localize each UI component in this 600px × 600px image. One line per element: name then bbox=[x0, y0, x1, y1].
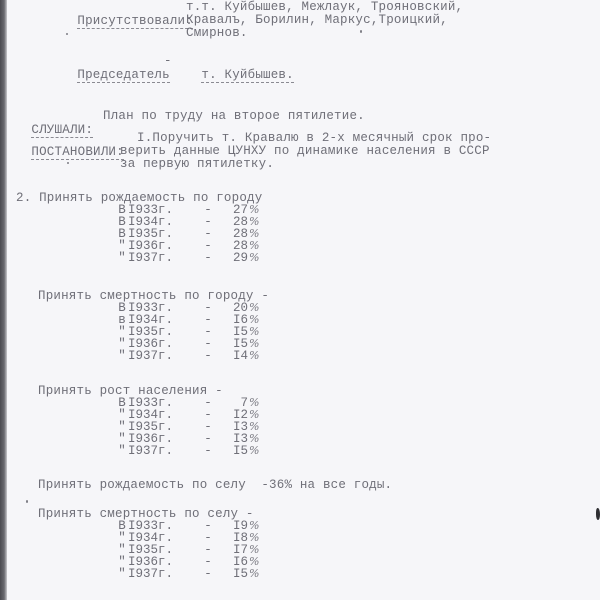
row-prefix: В bbox=[118, 396, 126, 410]
row-year: I936г. bbox=[128, 239, 174, 253]
row-prefix: " bbox=[118, 543, 126, 557]
page-binding-edge bbox=[0, 0, 7, 600]
percent-mark: % bbox=[249, 227, 260, 240]
row-dash: - bbox=[204, 567, 212, 581]
row-value: I6 bbox=[232, 555, 248, 569]
row-year: I935г. bbox=[128, 325, 174, 339]
row-dash: - bbox=[204, 337, 212, 351]
row-value: I6 bbox=[232, 313, 248, 327]
row-dash: - bbox=[204, 215, 212, 229]
row-dash: - bbox=[204, 349, 212, 363]
attendance-names-line-1: т.т. Куйбышев, Межлаук, Трояновский, bbox=[186, 0, 464, 14]
row-value: I7 bbox=[232, 543, 248, 557]
row-value: I5 bbox=[232, 567, 248, 581]
chairman-name-text: т. Куйбышев. bbox=[201, 68, 294, 82]
row-value: 29 bbox=[232, 251, 248, 265]
row-dash: - bbox=[204, 543, 212, 557]
row-dash: - bbox=[204, 227, 212, 241]
row-dash: - bbox=[204, 432, 212, 446]
row-value: I3 bbox=[232, 432, 248, 446]
row-year: I933г. bbox=[128, 203, 174, 217]
table-row bbox=[116, 252, 259, 264]
row-year: I936г. bbox=[128, 432, 174, 446]
chairman-name bbox=[186, 54, 294, 82]
row-value: 28 bbox=[232, 227, 248, 241]
resolved-label-text: ПОСТАНОВИЛИ: bbox=[31, 145, 124, 159]
urban-birth-rate-heading: 2. Принять рождаемость по городу bbox=[16, 191, 263, 205]
percent-mark: % bbox=[249, 251, 260, 264]
row-prefix: " bbox=[118, 408, 126, 422]
percent-mark: % bbox=[249, 567, 260, 580]
row-year: I934г. bbox=[128, 215, 174, 229]
row-dash: - bbox=[204, 408, 212, 422]
row-year: I933г. bbox=[128, 301, 174, 315]
row-dash: - bbox=[204, 531, 212, 545]
row-dash: - bbox=[204, 313, 212, 327]
row-value: 27 bbox=[232, 203, 248, 217]
percent-mark: % bbox=[249, 396, 260, 409]
row-prefix: " bbox=[118, 337, 126, 351]
row-dash: - bbox=[204, 325, 212, 339]
row-year: I937г. bbox=[128, 251, 174, 265]
row-value: 7 bbox=[240, 396, 248, 410]
percent-mark: % bbox=[249, 432, 260, 445]
resolved-label bbox=[16, 131, 124, 159]
row-value: I8 bbox=[232, 531, 248, 545]
attendance-label-text: Присутствовали: bbox=[77, 14, 193, 28]
row-value: I4 bbox=[232, 349, 248, 363]
row-prefix: " bbox=[118, 432, 126, 446]
table-row bbox=[116, 445, 259, 457]
row-value: 28 bbox=[232, 215, 248, 229]
row-year: I935г. bbox=[128, 420, 174, 434]
row-year: I933г. bbox=[128, 519, 174, 533]
chairman-label-text: Председатель bbox=[77, 68, 170, 82]
row-prefix: В bbox=[118, 215, 126, 229]
urban-mortality-heading: Принять смертность по городу - bbox=[38, 289, 270, 303]
row-year: I935г. bbox=[128, 227, 174, 241]
row-value: 28 bbox=[232, 239, 248, 253]
paper-speck bbox=[26, 500, 28, 503]
percent-mark: % bbox=[249, 239, 260, 252]
row-prefix: " bbox=[118, 239, 126, 253]
row-prefix: В bbox=[118, 519, 126, 533]
percent-mark: % bbox=[249, 408, 260, 421]
attendance-names-line-3: Смирнов. bbox=[186, 26, 248, 40]
row-prefix: в bbox=[118, 313, 126, 327]
percent-mark: % bbox=[249, 337, 260, 350]
percent-mark: % bbox=[249, 203, 260, 216]
rural-birth-rate-line: Принять рождаемость по селу -36% на все годы. bbox=[38, 478, 393, 492]
row-dash: - bbox=[204, 301, 212, 315]
percent-mark: % bbox=[249, 313, 260, 326]
row-value: I2 bbox=[232, 408, 248, 422]
percent-mark: % bbox=[249, 349, 260, 362]
percent-mark: % bbox=[249, 215, 260, 228]
percent-mark: % bbox=[249, 531, 260, 544]
row-prefix: " bbox=[118, 420, 126, 434]
row-year: I937г. bbox=[128, 349, 174, 363]
row-dash: - bbox=[204, 239, 212, 253]
percent-mark: % bbox=[249, 519, 260, 532]
rural-mortality-heading: Принять смертность по селу - bbox=[38, 507, 254, 521]
row-dash: - bbox=[204, 444, 212, 458]
attendance-names-line-2: Кравалъ, Борилин, Маркус,Троицкий, bbox=[186, 13, 448, 27]
row-year: I936г. bbox=[128, 555, 174, 569]
row-year: I936г. bbox=[128, 337, 174, 351]
row-value: I5 bbox=[232, 337, 248, 351]
chairman-label bbox=[62, 54, 170, 82]
row-value: I3 bbox=[232, 420, 248, 434]
table-row bbox=[116, 350, 259, 362]
row-year: I937г. bbox=[128, 567, 174, 581]
row-dash: - bbox=[204, 251, 212, 265]
paper-speck bbox=[67, 162, 69, 164]
attendance-label bbox=[62, 0, 193, 28]
percent-mark: % bbox=[249, 444, 260, 457]
row-prefix: " bbox=[118, 531, 126, 545]
row-prefix: " bbox=[118, 444, 126, 458]
percent-mark: % bbox=[249, 325, 260, 338]
row-value: I9 bbox=[232, 519, 248, 533]
row-dash: - bbox=[204, 203, 212, 217]
row-year: I934г. bbox=[128, 313, 174, 327]
resolved-item1-line3: за первую пятилетку. bbox=[120, 157, 275, 171]
percent-mark: % bbox=[249, 420, 260, 433]
row-value: I5 bbox=[232, 325, 248, 339]
percent-mark: % bbox=[249, 301, 260, 314]
row-prefix: " bbox=[118, 325, 126, 339]
population-growth-heading: Принять рост населения - bbox=[38, 384, 223, 398]
row-year: I934г. bbox=[128, 408, 174, 422]
row-prefix: В bbox=[118, 203, 126, 217]
row-prefix: " bbox=[118, 555, 126, 569]
row-dash: - bbox=[204, 396, 212, 410]
ink-blot bbox=[596, 508, 600, 520]
table-row bbox=[116, 568, 259, 580]
row-prefix: В bbox=[118, 227, 126, 241]
row-dash: - bbox=[204, 420, 212, 434]
row-dash: - bbox=[204, 555, 212, 569]
row-value: 20 bbox=[232, 301, 248, 315]
row-prefix: В bbox=[118, 301, 126, 315]
row-year: I937г. bbox=[128, 444, 174, 458]
heard-label-text: СЛУШАЛИ: bbox=[31, 123, 94, 137]
percent-mark: % bbox=[249, 555, 260, 568]
row-prefix: " bbox=[118, 349, 126, 363]
percent-mark: % bbox=[249, 543, 260, 556]
chairman-separator: - bbox=[164, 54, 172, 68]
row-year: I934г. bbox=[128, 531, 174, 545]
resolved-item1-line2: верить данные ЦУНХУ по динамике населения в СССР bbox=[120, 144, 490, 158]
row-prefix: " bbox=[118, 251, 126, 265]
row-year: I935г. bbox=[128, 543, 174, 557]
paper-speck bbox=[360, 30, 362, 33]
heard-text: План по труду на второе пятилетие. bbox=[103, 109, 365, 123]
resolved-item1-line1: I.Поручить т. Кравалю в 2-х месячный срок про- bbox=[137, 131, 492, 145]
row-value: I5 bbox=[232, 444, 248, 458]
row-prefix: " bbox=[118, 567, 126, 581]
row-dash: - bbox=[204, 519, 212, 533]
row-year: I933г. bbox=[128, 396, 174, 410]
paper-speck bbox=[66, 33, 68, 35]
